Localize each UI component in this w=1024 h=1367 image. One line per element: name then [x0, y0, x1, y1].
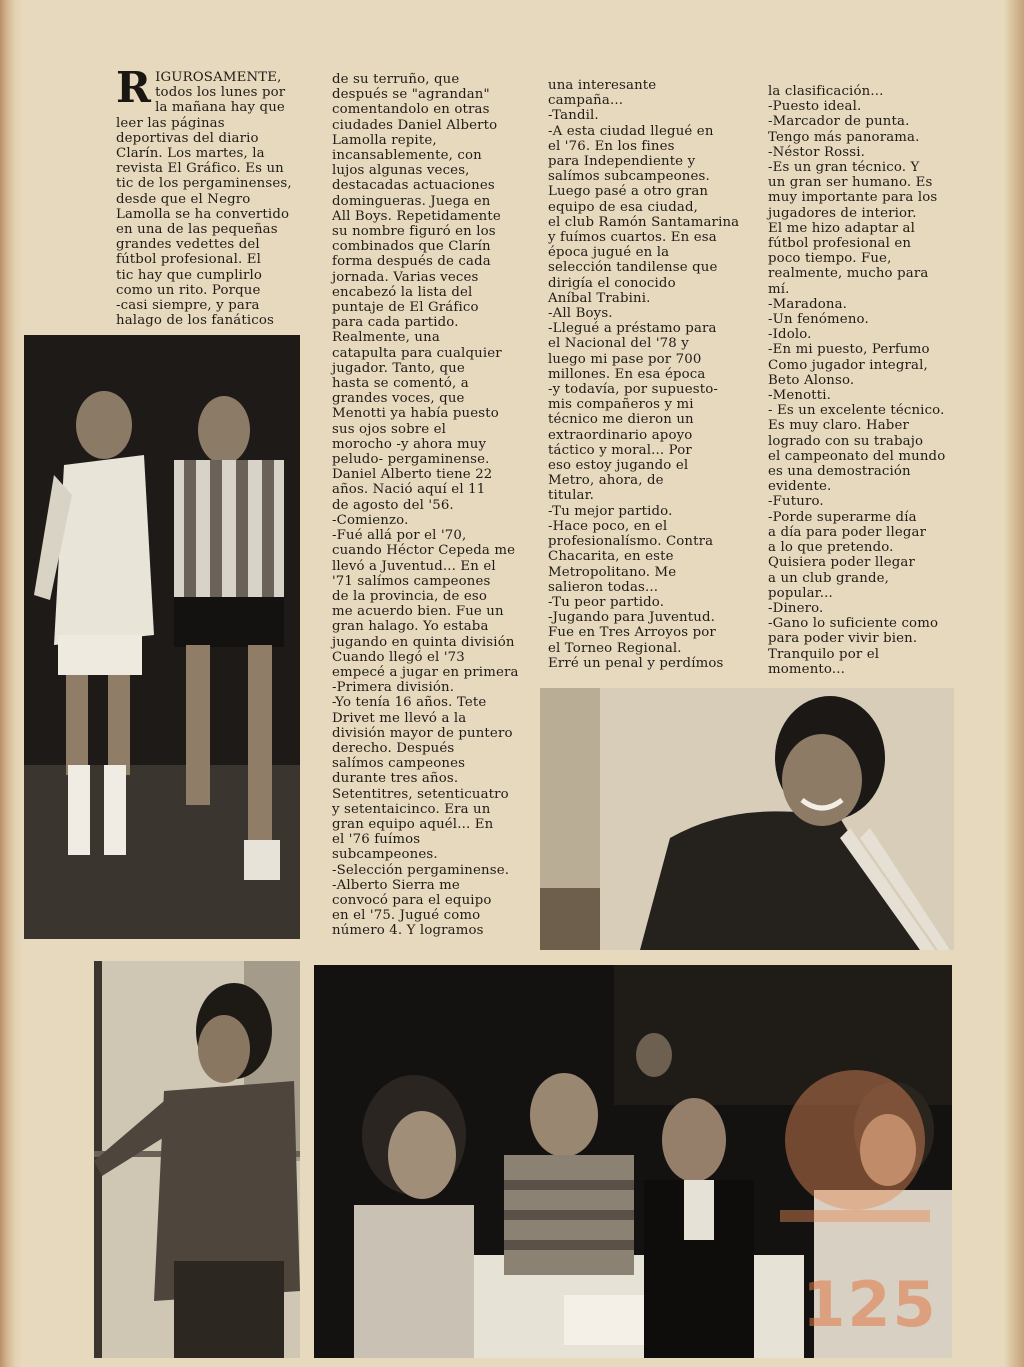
photo-two-players-field [24, 335, 300, 939]
photo-player-tracksuit-smiling [540, 688, 954, 950]
article-column-1 [116, 63, 320, 329]
article-lead: IGUROSAMENTE, [155, 70, 282, 85]
article-column-1-text: todos los lunes por la mañana hay que leer las páginas deportivas del diario Clarín. Los martes, la revista El Gráfico. Es un tic de los pergaminenses, desde que el Negro Lamolla se ha convertido en una de las pequeñas grandes vedettes del fútbol profesional. El tic hay que cumplirlo como un rito. Porque -casi siempre, y para halago de los fanáticos [116, 85, 292, 329]
page-number: 125 [802, 1268, 938, 1341]
article-column-4: la clasificación... -Puesto ideal. -Marcador de punta. Tengo más panorama. -Néstor Rossi. -Es un gran técnico. Y un gran ser humano. Es muy importante para los jugadores de interior. El me hizo adaptar al fútbol profesional en poco tiempo. Fue, realmente, mucho para mí. -Maradona. -Un fenómeno. -Idolo. -En mi puesto, Perfumo Como jugador integral, Beto Alonso. -Menotti. - Es un excelente técnico. Es muy claro. Haber logrado con su trabajo el campeonato del mundo es una demostración evidente. -Futuro. -Porde superarme día a día para poder llegar a lo que pretendo. Quisiera poder llegar a un club grande, popular... -Dinero. -Gano lo suficiente como para poder vivir bien. Tranquilo por el momento... [768, 84, 946, 677]
photo-player-standing-outdoors [94, 961, 300, 1358]
article-column-2: de su terruño, que después se "agrandan" comentandolo en otras ciudades Daniel Alberto Lamolla repite, incansablemente, con lujos algunas veces, destacadas actuaciones domingueras. Juega en All Boys. Repetidamente su nombre figuró en los combinados que Clarín forma después de cada jornada. Varias veces encabezó la lista del puntaje de El Gráfico para cada partido. Realmente, una catapulta para cualquier jugador. Tanto, que hasta se comentó, a grandes voces, que Menotti ya había puesto sus ojos sobre el morocho -y ahora muy peludo- pergaminense. Daniel Alberto tiene 22 años. Nació aquí el 11 de agosto del '56. -Comienzo. -Fué allá por el '70, cuando Héctor Cepeda me llevó a Juventud... En el '71 salímos campeones de la provincia, de eso me acuerdo bien. Fue un gran halago. Yo estaba jugando en quinta división Cuando llegó el '73 empecé a jugar en primera -Primera división. -Yo tenía 16 años. Tete Drivet me llevó a la división mayor de puntero derecho. Después salímos campeones durante tres años. Setentitres, setenticuatro y setentaicinco. Era un gran equipo aquél... En el '76 fuímos subcampeones. -Selección pergaminense. -Alberto Sierra me convocó para el equipo en el '75. Jugué como número 4. Y logramos [332, 72, 519, 939]
article-column-3: una interesante campaña... -Tandil. -A esta ciudad llegué en el '76. En los fines para Independiente y salímos subcampeones. Luego pasé a otro gran equipo de esa ciudad, el club Ramón Santamarina y fuímos cuartos. En esa época jugué en la selección tandilense que dirigía el conocido Aníbal Trabini. -All Boys. -Llegué a préstamo para el Nacional del '78 y luego mi pase por 700 millones. En esa época -y todavía, por supuesto- mis compañeros y mi técnico me dieron un extraordinario apoyo táctico y moral... Por eso estoy jugando el Metro, ahora, de titular. -Tu mejor partido. -Hace poco, en el profesionalísmo. Contra Chacarita, en este Metropolitano. Me salieron todas... -Tu peor partido. -Jugando para Juventud. Fue en Tres Arroyos por el Torneo Regional. Erré un penal y perdímos [548, 78, 740, 671]
drop-cap: R [116, 63, 152, 112]
page-binding-edge [0, 0, 22, 1367]
page-outer-edge [1004, 0, 1024, 1367]
archive-watermark-logo [760, 1060, 950, 1260]
